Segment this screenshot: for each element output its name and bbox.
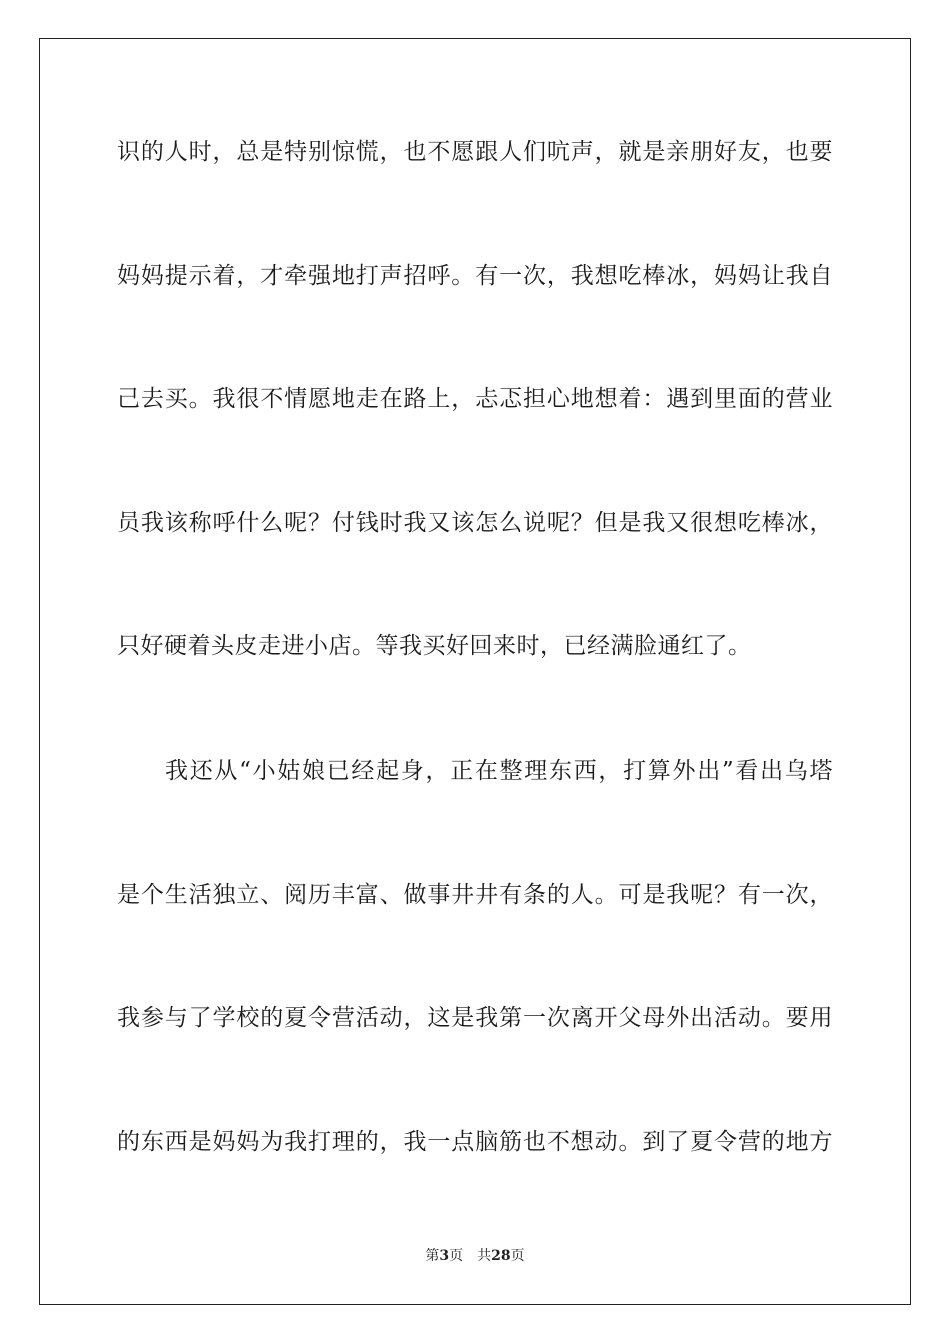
page-border <box>39 38 911 1305</box>
text-line-paragraph-start: 我还从“小姑娘已经起身，正在整理东西，打算外出”看出乌塔 <box>165 758 833 784</box>
text-line: 妈妈提示着，才牵强地打声招呼。有一次，我想吃棒冰，妈妈让我自 <box>117 263 833 289</box>
page-suffix: 页 <box>449 1248 464 1264</box>
text-line: 员我该称呼什么呢？付钱时我又该怎么说呢？但是我又很想吃棒冰， <box>117 510 833 536</box>
text-line: 的东西是妈妈为我打理的，我一点脑筋也不想动。到了夏令营的地方 <box>117 1129 833 1155</box>
total-suffix: 页 <box>510 1248 525 1264</box>
text-line: 识的人时，总是特别惊慌，也不愿跟人们吭声，就是亲朋好友，也要 <box>117 139 833 165</box>
total-pages: 28 <box>491 1248 511 1264</box>
page-footer <box>0 1247 950 1265</box>
text-line: 是个生活独立、阅历丰富、做事井井有条的人。可是我呢？有一次， <box>117 882 833 908</box>
page-prefix: 第 <box>425 1248 440 1264</box>
text-line: 我参与了学校的夏令营活动，这是我第一次离开父母外出活动。要用 <box>117 1005 833 1031</box>
total-prefix: 共 <box>477 1248 492 1264</box>
text-line: 己去买。我很不情愿地走在路上，忐忑担心地想着：遇到里面的营业 <box>117 386 833 412</box>
text-line-paragraph-end: 只好硬着头皮走进小店。等我买好回来时，已经满脸通红了。 <box>117 633 752 659</box>
page-number: 3 <box>439 1248 450 1264</box>
